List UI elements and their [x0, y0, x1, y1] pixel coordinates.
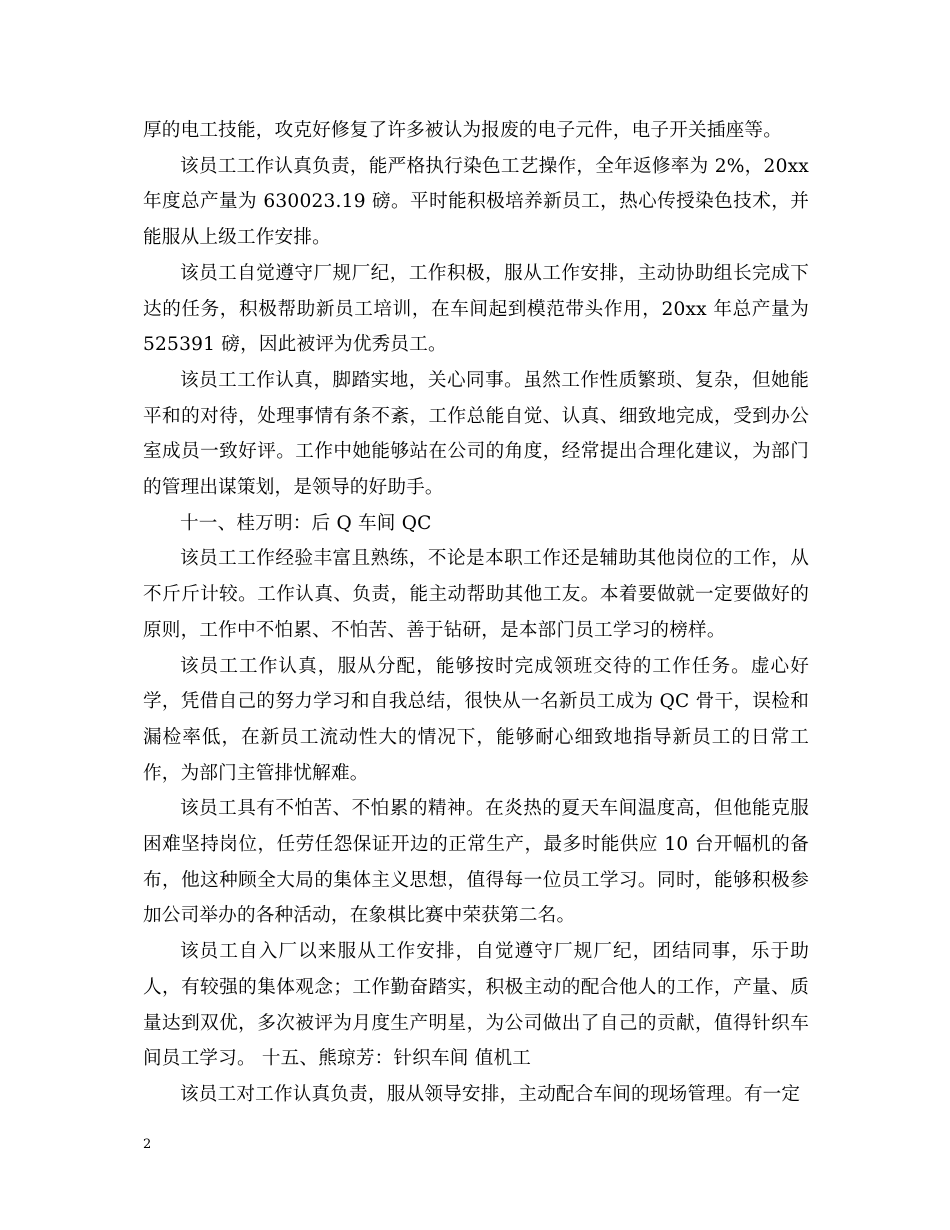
paragraph: 该员工工作认真，脚踏实地，关心同事。虽然工作性质繁琐、复杂，但她能平和的对待，处理事情有条不紊，工作总能自觉、认真、细致地完成，受到办公室成员一致好评。工作中她能够站在公司的角度，经常提出合理化建议，为部门的管理出谋策划，是领导的好助手。 — [143, 369, 809, 499]
paragraph: 该员工工作经验丰富且熟练，不论是本职工作还是辅助其他岗位的工作，从不斤斤计较。工作认真、负责，能主动帮助其他工友。本着要做就一定要做好的原则，工作中不怕累、不怕苦、善于钻研，是本部门员工学习的榜样。 — [143, 548, 809, 641]
paragraph: 该员工对工作认真负责，服从领导安排，主动配合车间的现场管理。有一定 — [180, 1083, 801, 1105]
document-body — [143, 113, 809, 1113]
paragraph: 该员工自觉遵守厂规厂纪，工作积极，服从工作安排，主动协助组长完成下达的任务，积极帮助新员工培训，在车间起到模范带头作用，20xx 年总产量为 525391 磅，因此被评为优秀员工。 — [143, 262, 809, 356]
paragraph: 该员工工作认真负责，能严格执行染色工艺操作，全年返修率为 2%，20xx 年度总产量为 630023.19 磅。平时能积极培养新员工，热心传授染色技术，并能服从上级工作安排。 — [143, 155, 809, 249]
section-heading: 十一、桂万明：后 Q 车间 QC — [180, 512, 432, 534]
paragraph: 该员工具有不怕苦、不怕累的精神。在炎热的夏天车间温度高，但他能克服困难坚持岗位，任劳任怨保证开边的正常生产，最多时能供应 10 台开幅机的备布，他这种顾全大局的集体主义思想，值得每一位员工学习。同时，能够积极参加公司举办的各种活动，在象棋比赛中荣获第二名。 — [143, 798, 809, 927]
paragraph-continued: 厚的电工技能，攻克好修复了许多被认为报废的电子元件，电子开关插座等。 — [143, 120, 782, 141]
paragraph: 该员工自入厂以来服从工作安排，自觉遵守厂规厂纪，团结同事，乐于助人，有较强的集体观念；工作勤奋踏实，积极主动的配合他人的工作，产量、质量达到双优，多次被评为月度生产明星，为公司做出了自己的贡献，值得针织车间员工学习。 十五、熊琼芳：针织车间 值机工 — [143, 941, 809, 1070]
page-number: 2 — [143, 1137, 152, 1152]
paragraph: 该员工工作认真，服从分配，能够按时完成领班交待的工作任务。虚心好学，凭借自己的努力学习和自我总结，很快从一名新员工成为 QC 骨干，误检和漏检率低，在新员工流动性大的情况下，能够耐心细致地指导新员工的日常工作，为部门主管排忧解难。 — [143, 655, 809, 784]
